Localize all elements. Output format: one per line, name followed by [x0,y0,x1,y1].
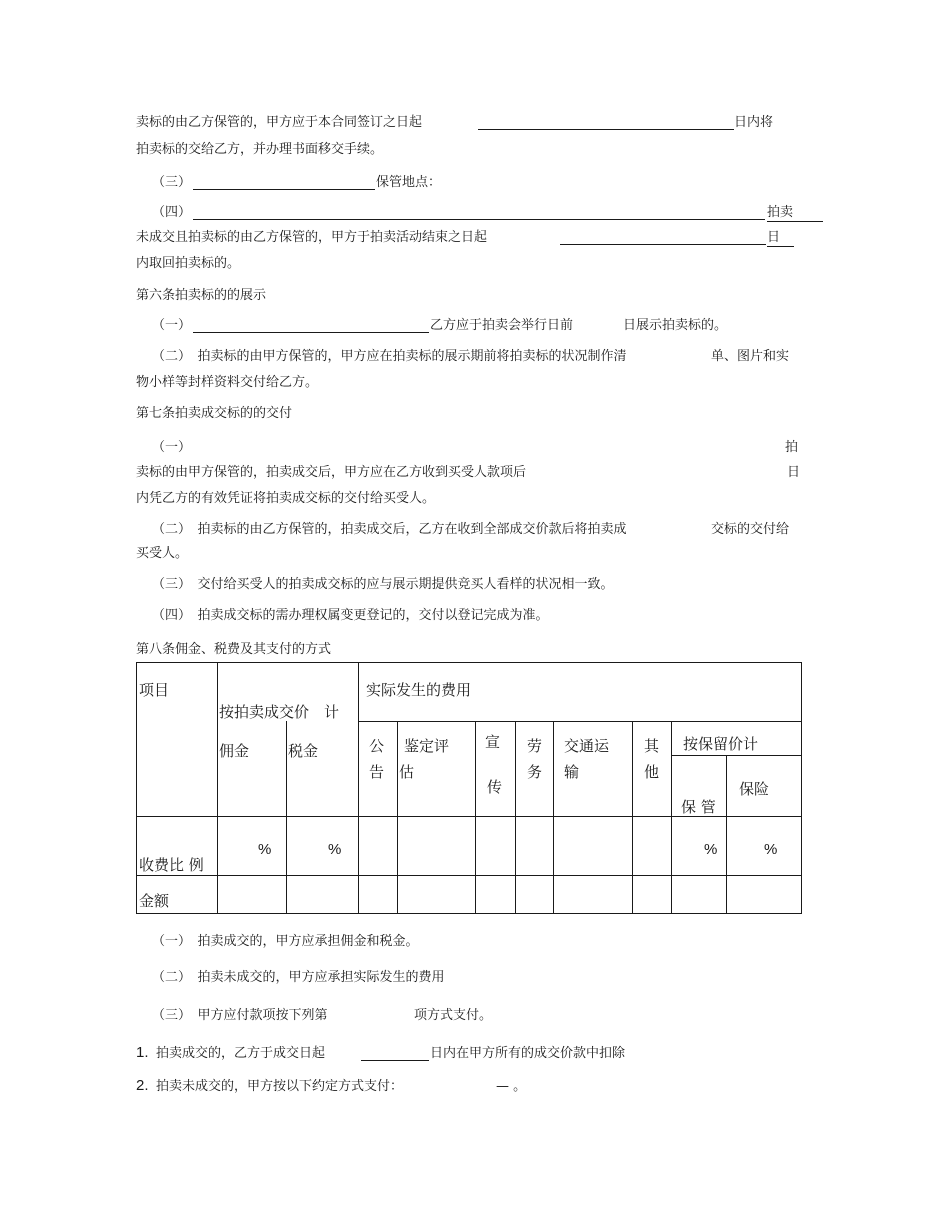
line-7b: 乙方应于拍卖会举行日前 [430,318,574,333]
rate-storage-pct[interactable]: % [704,841,718,858]
fee-table [136,662,802,914]
line-8b: 单、图片和实 [711,349,790,364]
line-1b: 日内将 [734,115,774,130]
th-transport-2: 输 [564,763,580,781]
item-2-number: 2. [136,1077,149,1094]
th-appraisal-2: 估 [399,763,415,781]
article-8-title: 第八条佣金、税费及其支付的方式 [136,642,332,657]
line-12: 内凭乙方的有效凭证将拍卖成交标的交付给买受人。 [136,491,436,506]
th-labor-2: 务 [527,763,543,781]
th-other-2: 他 [644,763,660,781]
line-13a: （二） 拍卖标的由乙方保管的，拍卖成交后，乙方在收到全部成交价款后将拍卖成 [152,522,627,537]
line-3a: （三） [152,175,192,190]
line-10b: 拍 [785,440,799,455]
line-11b: 日 [787,465,801,480]
line-15: （三） 交付给买受人的拍卖成交标的应与展示期提供竞买人看样的状况相一致。 [152,577,614,592]
line-7a: （一） [152,318,192,333]
th-appraisal-1: 鉴定评 [404,737,450,755]
line-5a: 未成交且拍卖标的由乙方保管的，甲方于拍卖活动结束之日起 [136,230,488,245]
line-13b: 交标的交付给 [711,522,790,537]
th-storage: 保 管 [681,798,716,816]
line-16: （四） 拍卖成交标的需办理权属变更登记的，交付以登记完成为准。 [152,608,549,623]
th-item: 项目 [139,681,170,699]
th-notice-1: 公 [369,737,385,755]
row-amount-label: 金额 [139,892,170,910]
line-10a: （一） [152,440,192,455]
payment-2: （二） 拍卖未成交的，甲方应承担实际发生的费用 [152,970,445,985]
item-1a: 拍卖成交的，乙方于成交日起 [156,1046,326,1061]
th-by-price: 按拍卖成交价 计 [219,703,340,721]
line-7c: 日展示拍卖标的。 [623,318,728,333]
blank-days-3[interactable] [361,1046,429,1061]
line-2: 拍卖标的交给乙方，并办理书面移交手续。 [136,142,384,157]
line-1a: 卖标的由乙方保管的，甲方应于本合同签订之日起 [136,115,423,130]
payment-3b: 项方式支付。 [414,1008,493,1023]
row-rate-label: 收费比 例 [139,856,204,874]
th-commission: 佣金 [219,742,250,760]
line-14: 买受人。 [136,546,189,561]
payment-3a: （三） 甲方应付款项按下列第 [152,1008,328,1023]
blank-storage[interactable] [193,175,375,190]
th-publicity-1: 宣 [485,733,501,751]
rate-tax-pct[interactable]: % [328,841,342,858]
blank-days-1[interactable] [478,115,734,130]
line-8a: （二） 拍卖标的由甲方保管的，甲方应在拍卖标的展示期前将拍卖标的状况制作清 [152,349,627,364]
item-2a: 拍卖未成交的，甲方按以下约定方式支付： [156,1079,404,1094]
th-actual-cost: 实际发生的费用 [366,681,472,699]
blank-item-4[interactable] [193,205,765,220]
line-3b: 保管地点： [376,175,442,190]
th-transport-1: 交通运 [564,737,610,755]
payment-1: （一） 拍卖成交的，甲方应承担佣金和税金。 [152,934,419,949]
item-1b: 日内在甲方所有的成交价款中扣除 [430,1046,626,1061]
th-insurance: 保险 [739,780,770,798]
line-5b: 日 [767,230,794,247]
th-publicity-2: 传 [487,778,503,796]
blank-display[interactable] [193,318,429,333]
blank-method[interactable] [336,1008,412,1022]
th-tax: 税金 [288,742,319,760]
line-11a: 卖标的由甲方保管的，拍卖成交后，甲方应在乙方收到买受人款项后 [136,465,527,480]
rate-insurance-pct[interactable]: % [764,841,778,858]
item-2b: — 。 [496,1079,527,1094]
th-labor-1: 劳 [527,737,543,755]
article-6-title: 第六条拍卖标的的展示 [136,288,267,303]
blank-days-2[interactable] [560,230,766,245]
line-4b: 拍卖 [767,205,823,222]
th-notice-2: 告 [369,763,385,781]
th-by-reserve: 按保留价计 [683,735,759,753]
line-9: 物小样等封样资料交付给乙方。 [136,375,319,390]
rate-commission-pct[interactable]: % [258,841,272,858]
article-7-title: 第七条拍卖成交标的的交付 [136,406,293,421]
item-1-number: 1. [136,1044,149,1061]
line-4a: （四） [152,205,192,220]
line-6: 内取回拍卖标的。 [136,256,241,271]
th-other-1: 其 [644,737,660,755]
